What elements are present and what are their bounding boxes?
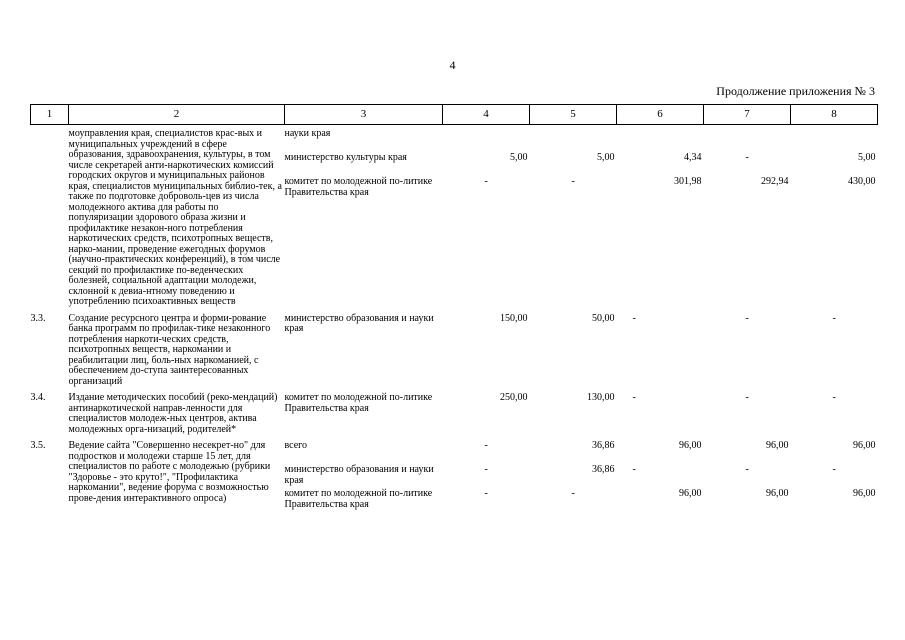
value: 96,00	[679, 440, 702, 451]
value: 36,86	[592, 464, 615, 475]
value: 96,00	[853, 488, 876, 499]
value-cell	[530, 308, 617, 388]
responsible-cell	[285, 435, 443, 513]
value: 301,98	[674, 176, 702, 187]
page-number: 4	[449, 58, 456, 72]
value-cell	[704, 435, 791, 513]
item-description: моуправления края, специалистов крас-вых и муниципальных учреждений в сфере образования, здравоохранения, культуры, в том числе секретарей анти-наркотических комиссий городских округов и муниципальных районов края, специалистов муниципальных библио-тек, а также по подготовке доброволь-цев из числа молодежного актива для работы по популяризации здорового образа жизни и профилактике незакон-ного потребления наркотических средств, психотропных веществ, нарко-мании, проведение ежегодных форумов (научно-практических конференций), в том числе секций по профилактике по-веденческих болезней, социальной адаптации молодежи, склонной к девиа-нтному поведению и употреблению психоактивных веществ	[68, 128, 282, 307]
value: -	[832, 392, 836, 403]
value	[791, 129, 878, 153]
value: -	[632, 392, 636, 403]
value: -	[745, 312, 749, 324]
column-header-6: 6	[617, 105, 704, 125]
column-number-row	[31, 105, 878, 125]
value: -	[832, 312, 836, 324]
value: 130,00	[587, 392, 615, 403]
value: 5,00	[858, 152, 876, 163]
value: -	[484, 464, 488, 475]
value: -	[632, 312, 636, 324]
value: -	[745, 464, 749, 475]
value-cell	[530, 125, 617, 308]
column-header-2: 2	[69, 105, 285, 125]
value-cell	[704, 308, 791, 388]
value	[704, 129, 791, 153]
value-cell	[791, 435, 878, 513]
responsible-executor: науки края	[284, 128, 331, 139]
item-number	[31, 125, 69, 308]
item-number: 3.4.	[30, 392, 46, 403]
item-description: Издание методических пособий (реко-мендаций) антинаркотической направ-ленности для специалистов молодеж-ных центров, актива молодежных орга-низаций, родителей*	[68, 392, 278, 435]
value: -	[484, 176, 488, 187]
value: -	[571, 488, 575, 499]
value-cell	[704, 387, 791, 435]
column-header-8: 8	[791, 105, 878, 125]
responsible-executor: министерство образования и науки края	[284, 464, 434, 486]
table-row	[31, 308, 878, 388]
value-cell	[617, 435, 704, 513]
value-cell	[443, 308, 530, 388]
responsible-executor: министерство культуры края	[284, 152, 407, 163]
value: 50,00	[592, 312, 615, 324]
value-cell	[791, 387, 878, 435]
value-cell	[443, 435, 530, 513]
value-cell	[791, 308, 878, 388]
column-header-1: 1	[31, 105, 69, 125]
value: -	[745, 152, 749, 163]
value: -	[484, 440, 488, 451]
value: 5,00	[510, 152, 528, 163]
value-cell	[443, 125, 530, 308]
responsible-executor: министерство образования и науки края	[284, 312, 434, 334]
responsible-executor: всего	[284, 440, 308, 451]
appendix-table	[30, 104, 878, 513]
value	[530, 129, 617, 153]
value: 5,00	[597, 152, 615, 163]
item-number: 3.5.	[30, 440, 46, 451]
value: 150,00	[500, 312, 528, 324]
value: -	[745, 392, 749, 403]
value-cell	[617, 125, 704, 308]
value-cell	[791, 125, 878, 308]
responsible-executor: комитет по молодежной по-литике Правительства края	[284, 392, 433, 414]
value: -	[484, 488, 488, 499]
value: 96,00	[853, 440, 876, 451]
table-row	[31, 125, 878, 308]
item-number: 3.3.	[30, 312, 46, 324]
value: 36,86	[592, 440, 615, 451]
item-description: Создание ресурсного центра и форми-рование банка программ по профилак-тике незаконного потребления наркоти-ческих средств, психотропных веществ, наркомании и реабилитации лиц, боль-ных наркоманией, с обеспечением до-ступа заинтересованных организаций	[68, 312, 271, 387]
column-header-3: 3	[285, 105, 443, 125]
value-cell	[530, 387, 617, 435]
value: -	[632, 464, 636, 475]
value-cell	[704, 125, 791, 308]
value: 292,94	[761, 176, 789, 187]
value-cell	[617, 387, 704, 435]
value	[617, 129, 704, 153]
responsible-executor: комитет по молодежной по-литике Правительства края	[284, 176, 433, 198]
value-cell	[443, 387, 530, 435]
value: 96,00	[766, 488, 789, 499]
value-cell	[530, 435, 617, 513]
responsible-cell	[285, 125, 443, 308]
value: 250,00	[500, 392, 528, 403]
value	[443, 129, 530, 153]
responsible-cell	[285, 387, 443, 435]
value: 4,34	[684, 152, 702, 163]
value: -	[571, 176, 575, 187]
column-header-4: 4	[443, 105, 530, 125]
table-row	[31, 435, 878, 513]
value-cell	[617, 308, 704, 388]
table-row	[31, 387, 878, 435]
responsible-cell	[285, 308, 443, 388]
column-header-5: 5	[530, 105, 617, 125]
column-header-7: 7	[704, 105, 791, 125]
responsible-executor: комитет по молодежной по-литике Правительства края	[284, 488, 433, 510]
value: 96,00	[766, 440, 789, 451]
value: -	[832, 464, 836, 475]
value: 430,00	[848, 176, 876, 187]
value: 96,00	[679, 488, 702, 499]
continuation-caption: Продолжение приложения № 3	[716, 84, 875, 98]
item-description: Ведение сайта "Совершенно несекрет-но" для подростков и молодежи старше 15 лет, для специалистов по работе с молодежью (рубрики "Здоровье - это круто!", "Профилактика наркомании", ведение форума с возможностью прове-дения интерактивного опроса)	[68, 440, 271, 504]
